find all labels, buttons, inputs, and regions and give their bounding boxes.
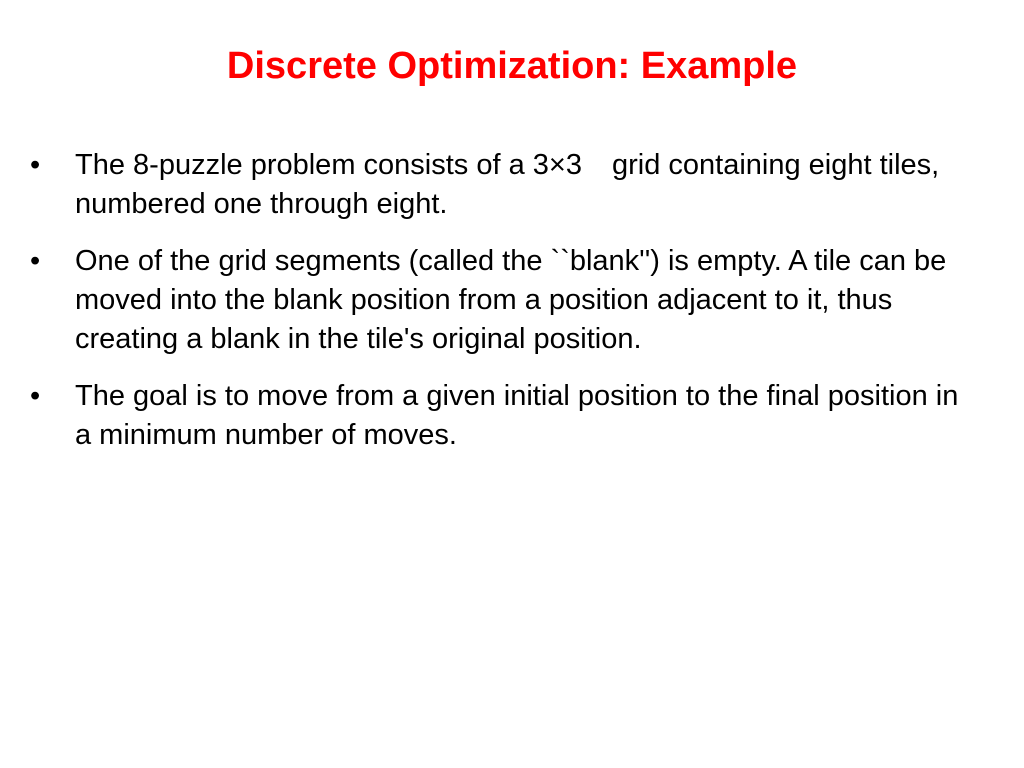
bullet-marker: • (30, 245, 41, 277)
bullet-item-1 (30, 146, 980, 224)
slide-title: Discrete Optimization: Example (226, 45, 798, 87)
bullet-text-1-part-a: The 8-puzzle problem consists of a 3×3 (75, 149, 582, 181)
bullet-text-2: One of the grid segments (called the ``blank'') is empty. A tile can be moved into the blank position from a position adjacent to it, thus creating a blank in the tile's original position. (75, 245, 947, 355)
bullet-marker: • (30, 380, 41, 412)
bullet-marker: • (30, 149, 41, 181)
bullet-list (30, 146, 980, 473)
bullet-text-1-part-b: grid containing eight tiles, numbered one through eight. (75, 149, 940, 220)
bullet-text-3: The goal is to move from a given initial position to the final position in a minimum number of moves. (75, 380, 959, 451)
bullet-item-2 (30, 242, 980, 359)
bullet-item-3 (30, 377, 980, 455)
bullet-text-1 (75, 146, 980, 224)
